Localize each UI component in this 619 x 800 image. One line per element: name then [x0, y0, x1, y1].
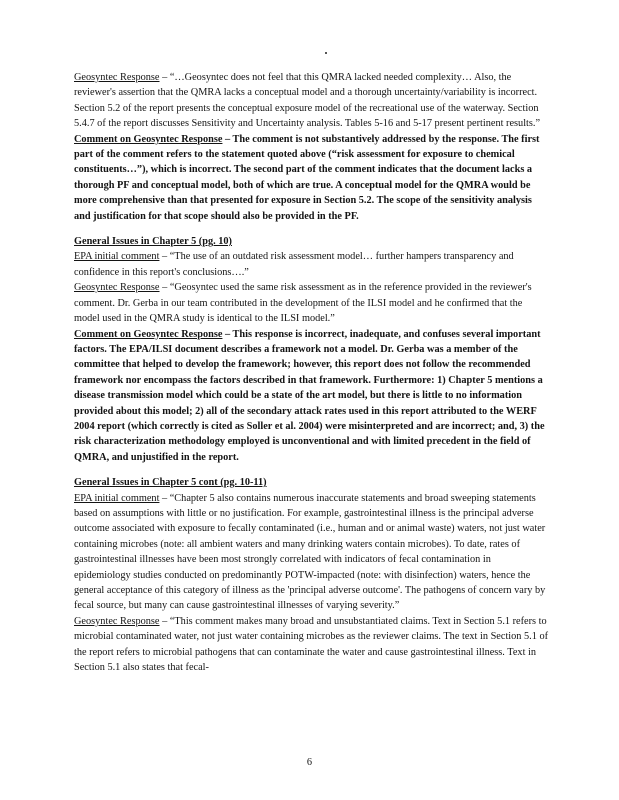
- page-body: [74, 70, 550, 675]
- geosyntec-response-1: [74, 70, 550, 132]
- text: – This response is incorrect, inadequate, and confuses several important factors. The EPA/ILSI document describes a framework not a model. Dr. Gerba was a member of the committee that helped to develop the framework; however, this report does not follow the recommended framework nor encompass the factors described in that framework. Furthermore: 1) Chapter 5 mentions a disease transmission model which could be a state of the art model, but there is little to no information provided about this model; 2) all of the secondary attack rates used in this report attributed to the WERF 2004 report (which correctly is cited as Soller et al. 2004) were misinterpreted and are incorrect; and, 3) the risk characterization methodology employed is unconventional and with limited precedent in the field of QMRA, and unjustified in the report.: [74, 328, 545, 463]
- epa-initial-comment-2: [74, 491, 550, 614]
- text: – “This comment makes many broad and unsubstantiated claims. Text in Section 5.1 refers to microbial contaminated water, not just water containing microbes as the reviewer claims. The text in Section 5.1 of the report refers to microbial pathogens that can contaminate the water and cause gastrointestinal illness. Text in Section 5.1 also states that fecal-: [74, 615, 549, 674]
- geosyntec-response-3: [74, 614, 550, 676]
- text: – “…Geosyntec does not feel that this QMRA lacked needed complexity… Also, the reviewer's assertion that the QMRA lacks a conceptual model and a thorough uncertainty/variability is incorrect. Section 5.2 of the report presents the conceptual exposure model of the recreational use of the waterway. Section 5.4.7 of the report discusses Sensitivity and Uncertainty analysis. Tables 5-16 and 5-17 present pertinent results.”: [74, 72, 541, 130]
- text: – “The use of an outdated risk assessment model… further hampers transparency and confidence in this report's conclusions….”: [74, 251, 514, 278]
- label: Comment on Geosyntec Response: [74, 133, 223, 145]
- label: EPA initial comment: [74, 251, 160, 263]
- page-number: 6: [306, 757, 313, 768]
- section-heading-2: General Issues in Chapter 5 cont (pg. 10-11): [74, 477, 267, 489]
- label: EPA initial comment: [74, 492, 160, 504]
- text: – “Chapter 5 also contains numerous inaccurate statements and broad sweeping statements based on assumptions with little or no justification. For example, gastrointestinal illness is the principal adverse outcome associated with exposure to fecally contaminated (i.e., human and or animal waste) waters, not just water containing microbes (note: all ambient waters and many drinking waters contain microbes). To date, rates of gastrointestinal illnesses have been most strongly correlated with indicators of fecal contamination in epidemiology studies conducted on predominantly POTW-impacted (note: with disinfection) waters, hence the general acceptance of this category of illness as the 'principal adverse outcome'. The pathogens of concern vary by fecal source, but many can cause gastrointestinal illnesses of varying severity.”: [74, 492, 546, 612]
- geosyntec-response-2: [74, 280, 550, 326]
- text: – “Geosyntec used the same risk assessment as in the reference provided in the reviewer's comment. Dr. Gerba in our team contributed in the development of the ILSI model and he confirmed that the model used in the QMRA study is identical to the ILSI model.”: [74, 282, 532, 325]
- section-heading-1: General Issues in Chapter 5 (pg. 10): [74, 236, 232, 248]
- comment-on-response-2: [74, 327, 550, 466]
- epa-initial-comment-1: [74, 249, 550, 280]
- scan-speck: [325, 52, 327, 54]
- spacer: [74, 224, 550, 234]
- label: Comment on Geosyntec Response: [74, 328, 223, 340]
- label: Geosyntec Response: [74, 282, 160, 294]
- comment-on-response-1: [74, 132, 550, 224]
- label: Geosyntec Response: [74, 615, 160, 627]
- text: – The comment is not substantively addressed by the response. The first part of the comment refers to the statement quoted above (“risk assessment for exposure to chemical constituents…”), which is incorrect. The second part of the comment indicates that the document lacks a thorough PF and conceptual model, both of which are true. A conceptual model for the QMRA would be more comprehensive than that presented for exposure in Section 5.2. The scope of the sensitivity analysis and justification for that scope should also be provided in the PF.: [74, 133, 540, 222]
- label: Geosyntec Response: [74, 72, 160, 83]
- spacer: [74, 465, 550, 475]
